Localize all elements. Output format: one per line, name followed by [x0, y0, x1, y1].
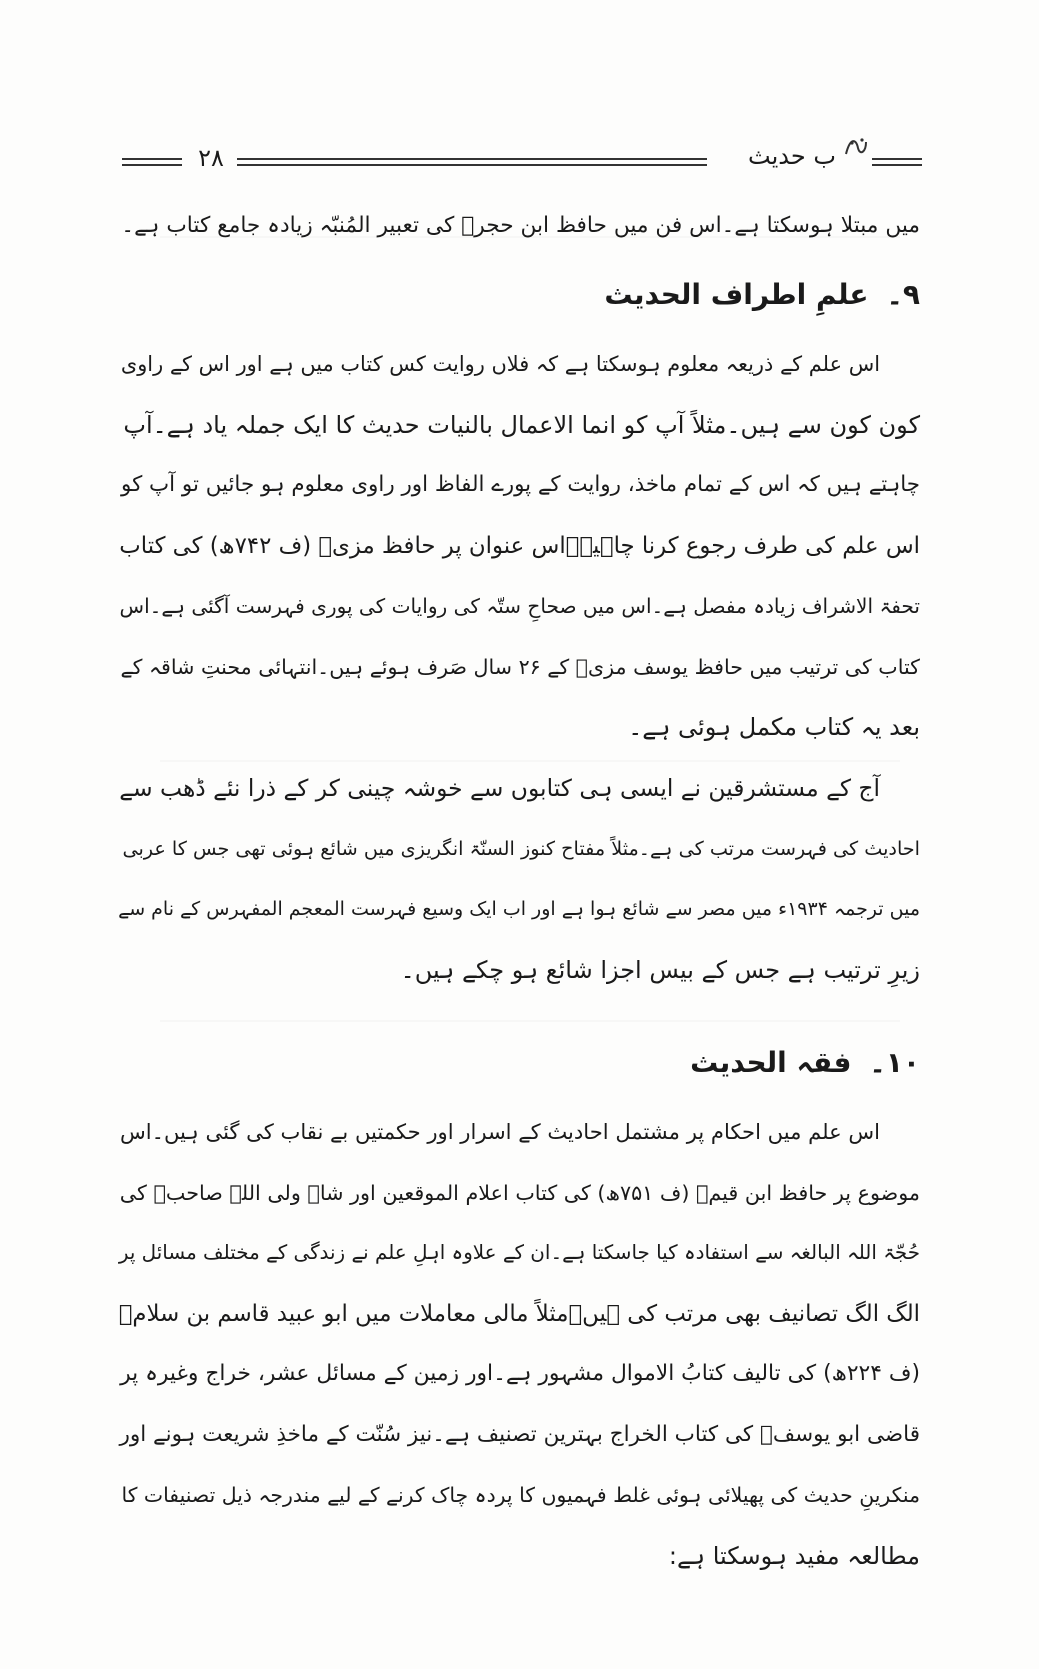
section-heading-10 — [690, 1046, 920, 1079]
section-number: ۱۰۔ — [869, 1046, 920, 1079]
flourish-icon — [842, 134, 870, 160]
text-line: میں ترجمہ ۱۹۳۴ء میں مصر سے شائع ہوا ہے اور اب ایک وسیع فہرست المعجم المفہرس کے نام سے — [118, 898, 920, 920]
text-line: بعد یہ کتاب مکمل ہوئی ہے۔ — [628, 713, 920, 741]
text-line: اس علم کے ذریعہ معلوم ہوسکتا ہے کہ فلاں روایت کس کتاب میں ہے اور اس کے راوی — [120, 352, 880, 376]
text-line: تحفۃ الاشراف زیادہ مفصل ہے۔اس میں صحاحِ ستّہ کی روایات کی پوری فہرست آگئی ہے۔اس — [119, 594, 920, 618]
text-line: الگ الگ تصانیف بھی مرتب کی ہیں۔مثلاً مالی معاملات میں ابو عبید قاسم بن سلامؒ — [118, 1300, 920, 1327]
text-line: حُجّۃ اللہ البالغہ سے استفادہ کیا جاسکتا ہے۔ان کے علاوہ اہلِ علم نے زندگی کے مختلف مسائل پر — [118, 1241, 920, 1264]
text-line: کتاب کی ترتیب میں حافظ یوسف مزیؒ کے ۲۶ سال صَرف ہوئے ہیں۔انتہائی محنتِ شاقہ کے — [120, 654, 920, 679]
text-line: منکرینِ حدیث کی پھیلائی ہوئی غلط فہمیوں کا پردہ چاک کرنے کے لیے مندرجہ ذیل تصنیفات کا — [121, 1483, 920, 1507]
section-title: علمِ اطراف الحدیث — [604, 278, 869, 311]
section-number: ۹۔ — [886, 278, 920, 311]
page-header — [122, 142, 922, 186]
header-rule — [237, 158, 707, 160]
text-line: احادیث کی فہرست مرتب کی ہے۔مثلاً مفتاح کنوز السنّۃ انگریزی میں شائع ہوئی تھی جس کا عربی — [122, 836, 920, 860]
running-title: ب حدیث — [748, 142, 836, 170]
header-rule — [122, 164, 182, 166]
text-line: قاضی ابو یوسفؒ کی کتاب الخراج بہترین تصنیف ہے۔نیز سُنّت کے ماخذِ شریعت ہونے اور — [119, 1421, 920, 1447]
text-line: زیرِ ترتیب ہے جس کے بیس اجزا شائع ہو چکے ہیں۔ — [400, 955, 920, 984]
section-heading-9 — [604, 278, 920, 311]
text-line: اس علم کی طرف رجوع کرنا چاہیے۔اس عنوان پر حافظ مزیؒ (ف ۷۴۲ھ) کی کتاب — [119, 532, 920, 559]
text-line: آج کے مستشرقین نے ایسی ہی کتابوں سے خوشہ چینی کر کے ذرا نئے ڈھب سے — [119, 774, 880, 802]
section9-paragraph-2 — [118, 758, 920, 1000]
text-line: چاہتے ہیں کہ اس کے تمام ماخذ، روایت کے پورے الفاظ اور راوی معلوم ہو جائیں تو آپ کو — [121, 472, 920, 497]
text-line: موضوع پر حافظ ابن قیمؒ (ف ۷۵۱ھ) کی کتاب اعلام الموقعین اور شاہ ولی اللہ صاحبؒ کی — [119, 1180, 920, 1205]
text-line: میں مبتلا ہوسکتا ہے۔اس فن میں حافظ ابن حجرؒ کی تعبیر المُنبّہ زیادہ جامع کتاب ہے۔ — [121, 213, 920, 238]
paper-texture — [160, 1020, 900, 1022]
header-rule — [872, 164, 922, 166]
text-line: اس علم میں احکام پر مشتمل احادیث کے اسرار اور حکمتیں بے نقاب کی گئی ہیں۔اس — [120, 1119, 880, 1144]
page-number: ۲۸ — [198, 144, 224, 172]
text-line: کون کون سے ہیں۔مثلاً آپ کو انما الاعمال بالنیات حدیث کا ایک جملہ یاد ہے۔آپ — [123, 410, 920, 439]
text-line: (ف ۲۲۴ھ) کی تالیف کتابُ الاموال مشہور ہے۔اور زمین کے مسائل عشر، خراج وغیرہ پر — [120, 1361, 920, 1386]
section-title: فقہ الحدیث — [690, 1046, 852, 1079]
section9-paragraph-1 — [118, 334, 920, 758]
intro-paragraph — [118, 196, 920, 257]
text-line: مطالعہ مفید ہوسکتا ہے: — [668, 1541, 920, 1570]
section10-paragraph-1 — [118, 1102, 920, 1586]
header-rule — [122, 158, 182, 160]
header-rule — [872, 158, 922, 160]
header-rule — [237, 164, 707, 166]
